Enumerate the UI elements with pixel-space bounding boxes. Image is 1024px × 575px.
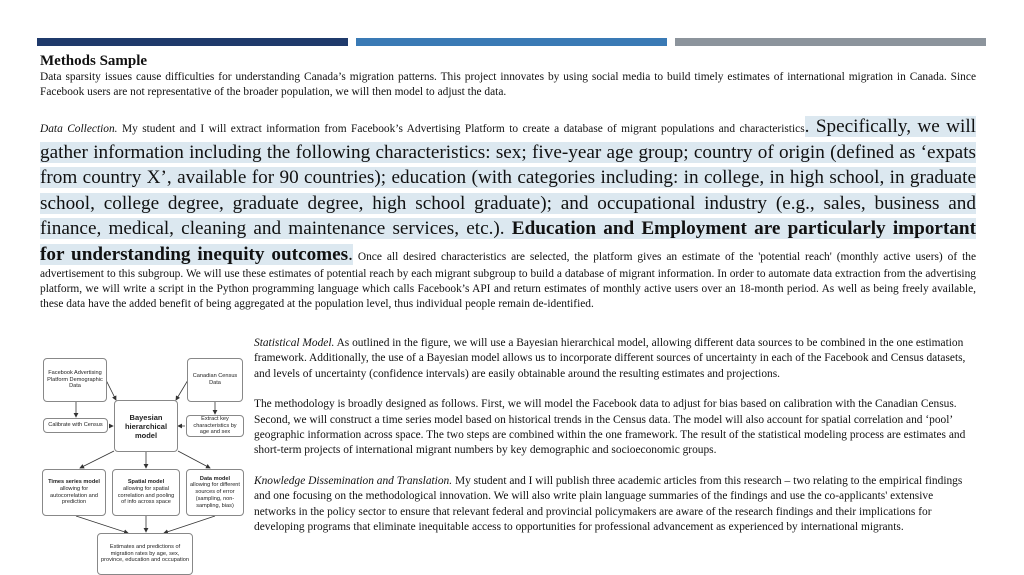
header-bar-gray bbox=[675, 38, 986, 46]
facebook-data-label: Facebook Advertising Platform Demographic Data bbox=[47, 369, 103, 390]
header-bar-dark bbox=[37, 38, 348, 46]
calibrate-label: Calibrate with Census bbox=[48, 422, 103, 429]
census-data-label: Canadian Census Data bbox=[192, 373, 238, 386]
spatial-subtitle: allowing for spatial correlation and pooling of info across space bbox=[117, 485, 175, 506]
data-model-title: Data model bbox=[199, 475, 231, 482]
extract-label: Extract key characteristics by age and sex bbox=[193, 415, 237, 436]
data-collection-continued: Once all desired characteristics are selected, the platform gives an estimate of the 'potential reach' (monthly active users) of the advertisement to this subgroup. We will use these estimates of potential reach by each migrant subgroup to build a database of migrant information. In order to automate data extraction from the advertising platform, we will write a script in the Python programming language which calls Facebook’s API and return estimates of monthly active users over an 18-month period. As well as being freely available, these data have the added benefit of being aggregated at the population level, thus individual people remain de-identified. bbox=[40, 250, 976, 310]
upper-content bbox=[40, 52, 976, 312]
census-data-box bbox=[187, 358, 243, 402]
facebook-data-box bbox=[43, 358, 107, 402]
page-title: Methods Sample bbox=[40, 53, 148, 69]
highlighted-passage bbox=[40, 116, 976, 265]
methodology-paragraph: The methodology is broadly designed as follows. First, we will model the Facebook data to adjust for bias based on calibration with the Canadian Census. Second, we will construct a time series model based on historical trends in the Census data. The model will also account for spatial correlation and ‘pool’ geographic information across space. The two steps are combined within the one framework. The result of the statistical modeling process are estimates and short-term projects of international migrant numbers by key demographic and socioeconomic groups. bbox=[254, 398, 966, 457]
timeseries-model-box bbox=[42, 469, 106, 516]
timeseries-subtitle: allowing for autocorrelation and prediction bbox=[50, 485, 98, 506]
emphasis-end: . bbox=[348, 243, 353, 265]
bayesian-model-label: Bayesian hierarchical model bbox=[124, 412, 168, 440]
statistical-model-label: Statistical Model. bbox=[254, 337, 335, 349]
emphasis-text: Education and Employment are particularly important for understanding inequity outcomes bbox=[40, 218, 976, 265]
spatial-title: Spatial model bbox=[127, 478, 165, 485]
right-text-column bbox=[254, 336, 976, 550]
statistical-model-paragraph bbox=[254, 336, 976, 382]
intro-paragraph: Data sparsity issues cause difficulties for understanding Canada’s migration patterns. This project innovates by using social media to build timely estimates of international migration in Canada. Since Facebook users are not representative of the broader population, we will then model to adjust the data. bbox=[40, 71, 976, 98]
knowledge-paragraph bbox=[254, 474, 976, 536]
data-model-box bbox=[186, 469, 244, 516]
data-model-subtitle: allowing for different sources of error (sampling, non-sampling, bias) bbox=[190, 482, 240, 509]
knowledge-text: My student and I will publish three academic articles from this research – two relating to the empirical findings and one focusing on the methodological innovation. We will also write plain language summaries of the findings and use the co-applicants' extensive networks in the policy sector to ensure that relevant federal and provincial policymakers are aware of the research findings and their implications for developing programs that eliminate inequitable access to opportunities for professional advancement as experienced by international migrants. bbox=[254, 474, 963, 534]
bayesian-model-box bbox=[114, 400, 178, 452]
data-collection-text: My student and I will extract information from Facebook’s Advertising Platform to create a database of migrant populations and characteristics bbox=[117, 123, 805, 135]
knowledge-label: Knowledge Dissemination and Translation. bbox=[254, 474, 453, 487]
data-collection-label: Data Collection. bbox=[40, 123, 118, 135]
data-collection-paragraph bbox=[40, 114, 976, 312]
spatial-model-box bbox=[112, 469, 180, 516]
timeseries-title: Times series model bbox=[48, 478, 100, 485]
calibrate-box bbox=[43, 418, 108, 433]
header-bar-blue bbox=[356, 38, 667, 46]
lower-section bbox=[40, 336, 976, 575]
estimates-label: Estimates and predictions of migration rates by age, sex, province, education and occupation bbox=[100, 543, 189, 564]
statistical-model-text: As outlined in the figure, we will use a Bayesian hierarchical model, allowing different data sources to be combined in the one estimation framework. Additionally, the use of a Bayesian model allows us to incorporate different sources of uncertainty in each of the Facebook and Census datasets, and levels of uncertainty (confidence intervals) are easily obtainable around the resulting estimates and projections. bbox=[254, 337, 966, 380]
extract-box bbox=[186, 415, 244, 437]
highlighted-text: . Specifically, we will gather information including the following characteristics: sex; five-year age group; country of origin (defined as ‘expats from country X’, available for 90 countries); education (with categories including: in college, in high school, in graduate school, college degree, graduate degree, high school graduate); and occupational industry (e.g., sales, business and finance, medical, cleaning and maintenance services, etc.). bbox=[40, 116, 976, 239]
model-diagram bbox=[40, 336, 246, 575]
estimates-box bbox=[97, 533, 193, 575]
